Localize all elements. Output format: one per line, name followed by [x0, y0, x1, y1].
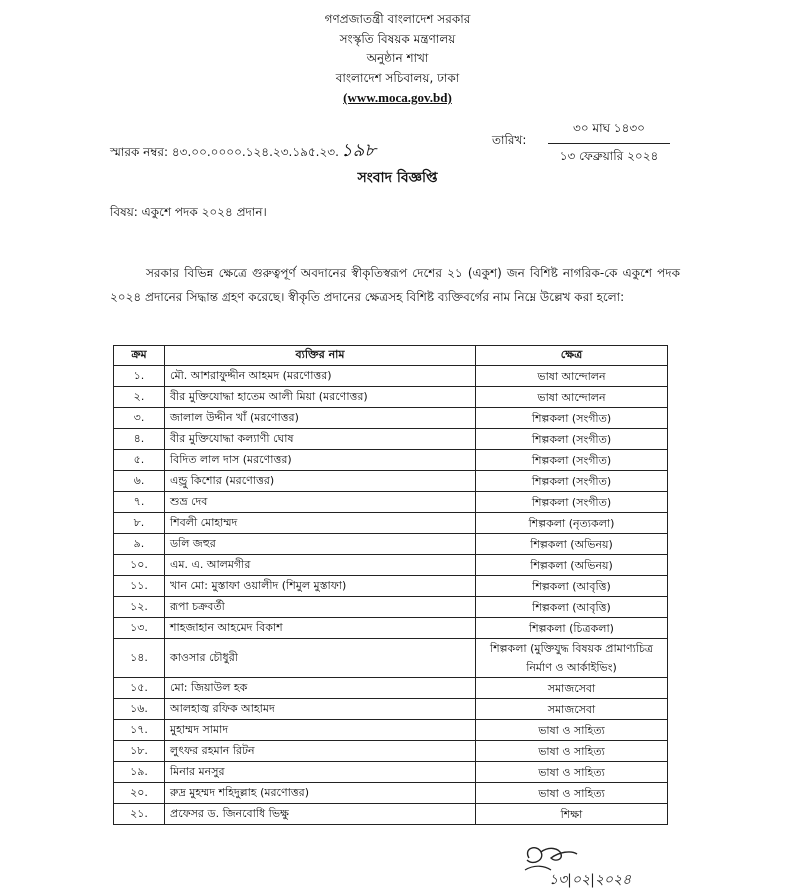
table-row	[114, 513, 668, 534]
name-cell: শুভ্র দেব	[165, 492, 476, 513]
header-serial: ক্রম	[114, 346, 165, 366]
table-row	[114, 408, 668, 429]
serial-cell: ১৪.	[114, 639, 165, 678]
name-cell: রুদ্র মুহম্মদ শহিদুল্লাহ (মরণোত্তর)	[165, 783, 476, 804]
signature-date: ১৩|০২|২০২৪	[549, 872, 632, 888]
serial-cell: ১৭.	[114, 720, 165, 741]
table-row	[114, 450, 668, 471]
field-cell: শিল্পকলা (সংগীত)	[476, 471, 668, 492]
name-cell: শিবলী মোহাম্মদ	[165, 513, 476, 534]
name-cell: বীর মুক্তিযোদ্ধা হাতেম আলী মিয়া (মরণোত্তর)	[165, 387, 476, 408]
serial-cell: ২১.	[114, 804, 165, 825]
field-cell: শিল্পকলা (সংগীত)	[476, 450, 668, 471]
field-cell: ভাষা ও সাহিত্য	[476, 762, 668, 783]
name-cell: আলহাজ্ব রফিক আহামদ	[165, 699, 476, 720]
table-row	[114, 699, 668, 720]
serial-cell: ২.	[114, 387, 165, 408]
field-cell: শিল্পকলা (সংগীত)	[476, 429, 668, 450]
serial-cell: ১৩.	[114, 618, 165, 639]
serial-cell: ১২.	[114, 597, 165, 618]
table-row	[114, 783, 668, 804]
field-cell: শিল্পকলা (অভিনয়)	[476, 555, 668, 576]
serial-cell: ১৬.	[114, 699, 165, 720]
table-row	[114, 618, 668, 639]
date-label: তারিখ:	[492, 133, 527, 147]
name-cell: জালাল উদ্দীন খাঁ (মরণোত্তর)	[165, 408, 476, 429]
header-field: ক্ষেত্র	[476, 346, 668, 366]
field-cell: শিল্পকলা (সংগীত)	[476, 492, 668, 513]
memo-number	[110, 136, 376, 167]
name-cell: শাহজাহান আহমেদ বিকাশ	[165, 618, 476, 639]
table-row	[114, 720, 668, 741]
field-cell: শিল্পকলা (মুক্তিযুদ্ধ বিষয়ক প্রামাণ্যচিত্র নির্মাণ ও আর্কাইভিং)	[476, 639, 668, 678]
name-cell: মৌ. আশরাফুদ্দীন আহমদ (মরণোত্তর)	[165, 366, 476, 387]
field-cell: শিল্পকলা (নৃত্যকলা)	[476, 513, 668, 534]
table-row	[114, 492, 668, 513]
table-row	[114, 639, 668, 678]
field-cell: ভাষা ও সাহিত্য	[476, 741, 668, 762]
field-cell: ভাষা ও সাহিত্য	[476, 783, 668, 804]
body-paragraph: সরকার বিভিন্ন ক্ষেত্রে গুরুত্বপূর্ণ অবদানের স্বীকৃতিস্বরূপ দেশের ২১ (একুশ) জন বিশিষ্ট নাগরিক-কে একুশে পদক ২০২৪ প্রদানের সিদ্ধান্ত গ্রহণ করেছে। স্বীকৃতি প্রদানের ক্ষেত্রসহ বিশিষ্ট ব্যক্তিবর্গের নাম নিম্নে উল্লেখ করা হলো:	[110, 266, 680, 304]
website-link[interactable]: (www.moca.gov.bd)	[343, 90, 452, 105]
section-name: অনুষ্ঠান শাখা	[366, 51, 429, 65]
serial-cell: ৯.	[114, 534, 165, 555]
serial-cell: ৩.	[114, 408, 165, 429]
table-row	[114, 597, 668, 618]
serial-cell: ৬.	[114, 471, 165, 492]
table-row	[114, 366, 668, 387]
serial-cell: ২০.	[114, 783, 165, 804]
header-name: ব্যক্তির নাম	[165, 346, 476, 366]
table-row	[114, 741, 668, 762]
serial-cell: ১৫.	[114, 678, 165, 699]
name-cell: বীর মুক্তিযোদ্ধা কল্যাণী ঘোষ	[165, 429, 476, 450]
serial-cell: ৫.	[114, 450, 165, 471]
table-row	[114, 762, 668, 783]
serial-cell: ১১.	[114, 576, 165, 597]
serial-cell: ৪.	[114, 429, 165, 450]
name-cell: মুহাম্মদ সামাদ	[165, 720, 476, 741]
field-cell: শিল্পকলা (আবৃত্তি)	[476, 576, 668, 597]
table-row	[114, 555, 668, 576]
letterhead	[0, 10, 795, 108]
ministry-name: সংস্কৃতি বিষয়ক মন্ত্রণালয়	[339, 31, 456, 46]
name-cell: মিনার মনসুর	[165, 762, 476, 783]
name-cell: প্রফেসর ড. জিনবোধি ভিক্ষু	[165, 804, 476, 825]
field-cell: সমাজসেবা	[476, 678, 668, 699]
field-cell: শিক্ষা	[476, 804, 668, 825]
field-cell: ভাষা আন্দোলন	[476, 366, 668, 387]
serial-cell: ১.	[114, 366, 165, 387]
table-row	[114, 678, 668, 699]
date-block	[548, 120, 670, 168]
table-row	[114, 534, 668, 555]
table-body	[114, 366, 668, 825]
serial-cell: ১০.	[114, 555, 165, 576]
name-cell: খান মো: মুস্তাফা ওয়ালীদ (শিমুল মুস্তাফা)	[165, 576, 476, 597]
table-row	[114, 429, 668, 450]
date-bangla: ৩০ মাঘ ১৪৩০	[548, 120, 670, 144]
field-cell: শিল্পকলা (চিত্রকলা)	[476, 618, 668, 639]
name-cell: এম. এ. আলমগীর	[165, 555, 476, 576]
memo-label: স্মারক নম্বর: ৪৩.০০.০০০০.১২৪.২৩.১৯৫.২৩.	[110, 145, 339, 159]
awardee-table	[113, 345, 668, 825]
signature	[515, 840, 645, 892]
name-cell: রূপা চক্রবর্তী	[165, 597, 476, 618]
field-cell: শিল্পকলা (আবৃত্তি)	[476, 597, 668, 618]
field-cell: সমাজসেবা	[476, 699, 668, 720]
table-row	[114, 471, 668, 492]
table-header-row	[114, 346, 668, 366]
memo-handwritten-number: ১৯৮	[340, 140, 376, 161]
field-cell: শিল্পকলা (অভিনয়)	[476, 534, 668, 555]
serial-cell: ৮.	[114, 513, 165, 534]
field-cell: ভাষা আন্দোলন	[476, 387, 668, 408]
govt-name: গণপ্রজাতন্ত্রী বাংলাদেশ সরকার	[324, 12, 471, 26]
name-cell: এন্ড্রু কিশোর (মরণোত্তর)	[165, 471, 476, 492]
field-cell: ভাষা ও সাহিত্য	[476, 720, 668, 741]
table-row	[114, 576, 668, 597]
name-cell: লুৎফর রহমান রিটন	[165, 741, 476, 762]
serial-cell: ১৯.	[114, 762, 165, 783]
field-cell: শিল্পকলা (সংগীত)	[476, 408, 668, 429]
subject-line: বিষয়: একুশে পদক ২০২৪ প্রদান।	[110, 205, 267, 219]
name-cell: মো: জিয়াউল হক	[165, 678, 476, 699]
serial-cell: ১৮.	[114, 741, 165, 762]
table-row	[114, 804, 668, 825]
document-title: সংবাদ বিজ্ঞপ্তি	[357, 170, 438, 186]
serial-cell: ৭.	[114, 492, 165, 513]
date-gregorian: ১৩ ফেব্রুয়ারি ২০২৪	[559, 149, 659, 163]
name-cell: কাওসার চৌধুরী	[165, 639, 476, 678]
name-cell: ডলি জহুর	[165, 534, 476, 555]
table-row	[114, 387, 668, 408]
name-cell: বিদিত লাল দাস (মরণোত্তর)	[165, 450, 476, 471]
office-address: বাংলাদেশ সচিবালয়, ঢাকা	[335, 70, 460, 85]
